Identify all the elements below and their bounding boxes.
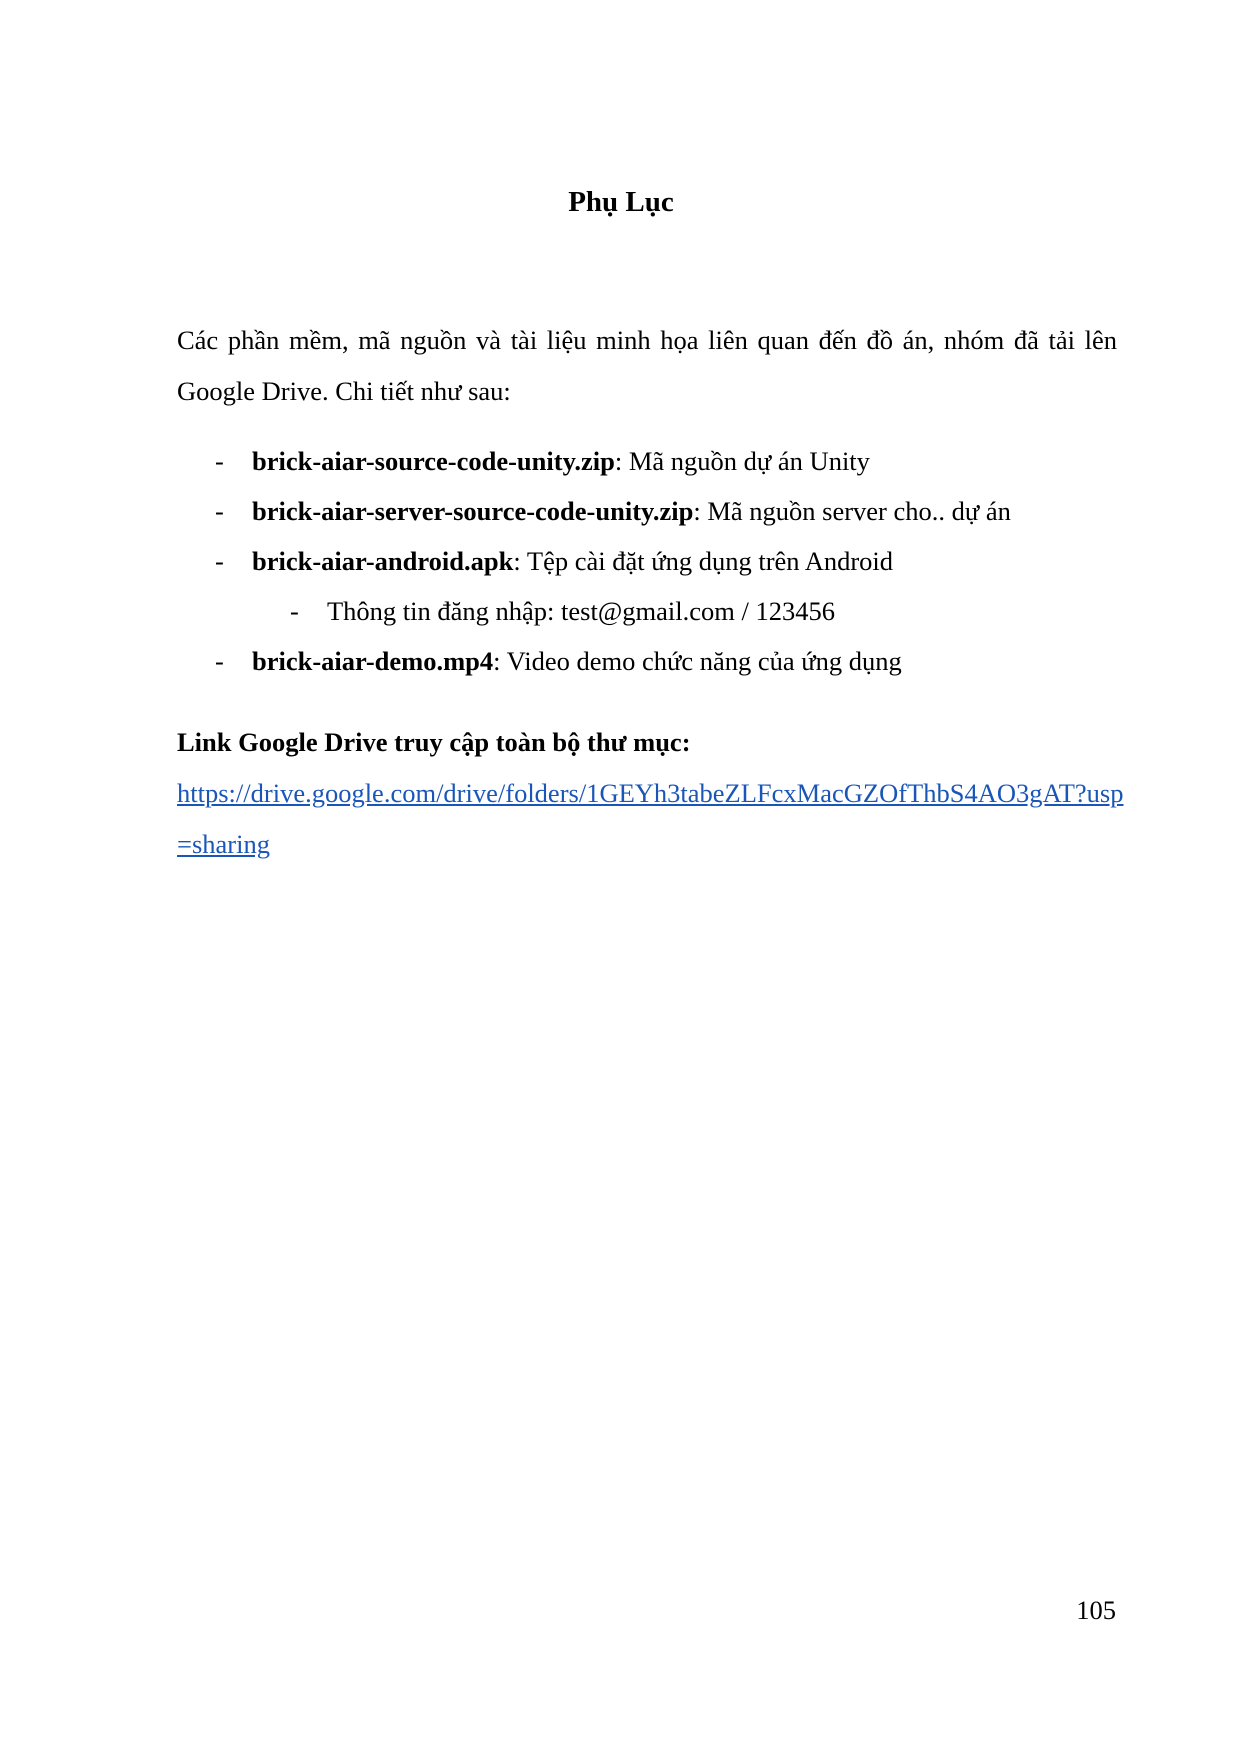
list-dash: - bbox=[215, 546, 224, 576]
list-dash: - bbox=[215, 646, 224, 676]
list-item bbox=[177, 636, 1117, 686]
list-item bbox=[177, 436, 1117, 486]
list-item-content bbox=[252, 536, 893, 586]
page-number: 105 bbox=[1076, 1595, 1116, 1625]
file-name: brick-aiar-server-source-code-unity.zip bbox=[252, 496, 694, 526]
file-description: : Mã nguồn dự án Unity bbox=[614, 446, 870, 476]
login-info: Thông tin đăng nhập: test@gmail.com / 123456 bbox=[327, 596, 835, 626]
list-item-content bbox=[252, 486, 1011, 536]
list-dash: - bbox=[290, 596, 299, 626]
file-name: brick-aiar-demo.mp4 bbox=[252, 646, 494, 676]
page-title: Phụ Lục bbox=[568, 186, 674, 218]
list-item bbox=[177, 536, 1117, 586]
list-dash: - bbox=[215, 496, 224, 526]
intro-paragraph: Các phần mềm, mã nguồn và tài liệu minh họa liên quan đến đồ án, nhóm đã tải lên Google Drive. Chi tiết như sau: bbox=[177, 325, 1117, 406]
sub-list-item bbox=[177, 586, 1117, 636]
google-drive-link[interactable]: https://drive.google.com/drive/folders/1GEYh3tabeZLFcxMacGZOfThbS4AO3gAT?usp=sharing bbox=[177, 778, 1124, 859]
file-description: : Tệp cài đặt ứng dụng trên Android bbox=[513, 546, 894, 576]
list-item-content bbox=[252, 636, 902, 686]
list-item-content bbox=[252, 436, 870, 486]
list-dash: - bbox=[215, 446, 224, 476]
file-description: : Video demo chức năng của ứng dụng bbox=[493, 646, 902, 676]
file-name: brick-aiar-android.apk bbox=[252, 546, 514, 576]
drive-link-heading: Link Google Drive truy cập toàn bộ thư mục: bbox=[177, 727, 691, 757]
list-item-content bbox=[327, 586, 835, 636]
file-description: : Mã nguồn server cho.. dự án bbox=[693, 496, 1011, 526]
file-name: brick-aiar-source-code-unity.zip bbox=[252, 446, 615, 476]
list-item bbox=[177, 486, 1117, 536]
